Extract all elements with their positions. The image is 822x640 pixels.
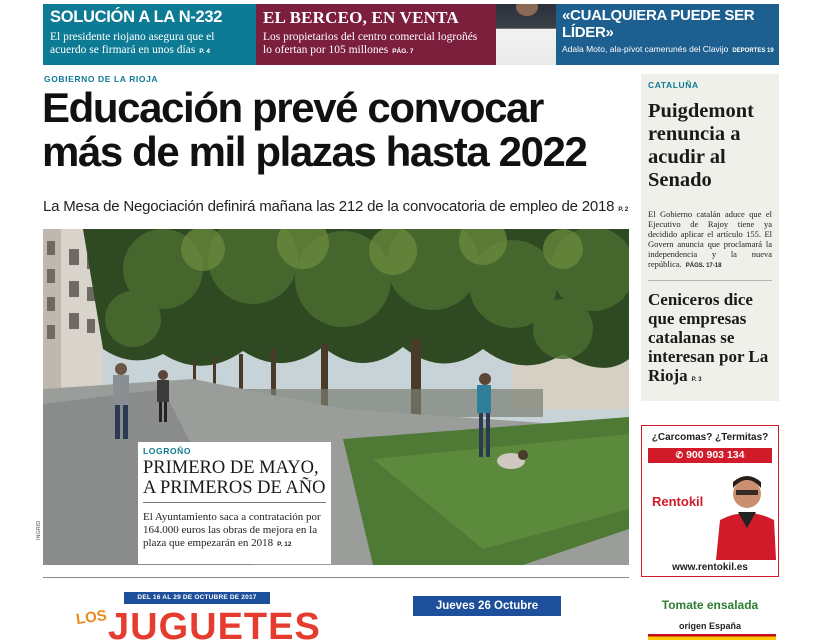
- juguetes-word: [108, 606, 321, 640]
- right-text-body: El Gobierno catalán aduce que el Ejecutivo de Rajoy tiene ya decidido aplicar el artículo 155. El Govern anuncia que proclamará la independencia y la nueva república.: [648, 209, 772, 269]
- page-ref: PÁG. 7: [392, 48, 414, 55]
- caption-text-body: El Ayuntamiento saca a contratación por 164.000 euros las obras de mejora en la plaza que empezarán en 2018: [143, 511, 321, 549]
- promo-photo: [496, 4, 556, 65]
- page-ref: PÁGS. 17-18: [685, 263, 722, 269]
- promo-text-body: El presidente riojano asegura que el acuerdo se firmará en unos días: [50, 31, 215, 56]
- ad-url[interactable]: www.rentokil.es: [672, 562, 748, 573]
- plaza-photo: [43, 229, 629, 565]
- caption-text: [143, 511, 326, 551]
- divider: [43, 577, 629, 578]
- promo-lider[interactable]: [496, 4, 779, 65]
- promo-title: EL BERCEO, EN VENTA: [263, 8, 459, 27]
- caption-section-label: LOGROÑO: [143, 446, 192, 456]
- lead-photo: [43, 229, 629, 565]
- right-headline-2[interactable]: [648, 290, 772, 390]
- date-range-badge: DEL 16 AL 29 DE OCTUBRE DE 2017: [124, 592, 270, 604]
- promo-text: [562, 43, 773, 58]
- lead-headline[interactable]: Educación prevé convocar más de mil plazas hasta 2022: [42, 84, 587, 175]
- photo-caption[interactable]: [138, 442, 331, 564]
- promo-title: «CUALQUIERA PUEDE SER LÍDER»: [562, 7, 755, 41]
- ad-phone-number: 900 903 134: [686, 449, 745, 461]
- page-ref: P. 2: [618, 206, 629, 213]
- page-ref: P. 4: [199, 48, 211, 55]
- promo-text-body: Adala Moto, ala-pívot camerunés del Clavijo: [562, 44, 729, 54]
- promo-text: [50, 31, 249, 58]
- right-headline-2-text: Ceniceros dice que empresas catalanas se interesan por La Rioja: [648, 290, 769, 385]
- promo-text: [263, 31, 489, 58]
- rentokil-ad[interactable]: [641, 425, 779, 577]
- promo-title: SOLUCIÓN A LA N-232: [50, 8, 223, 26]
- tomato-title: Tomate ensalada: [661, 598, 759, 612]
- tomato-origin: origen España: [678, 621, 741, 631]
- subhead-text: La Mesa de Negociación definirá mañana las 212 de la convocatoria de empleo de 2018: [43, 198, 615, 215]
- ad-phone: [648, 448, 772, 463]
- promo-berceo[interactable]: [256, 4, 496, 65]
- promo-n232[interactable]: [43, 4, 256, 65]
- section-label: GOBIERNO DE LA RIOJA: [44, 74, 159, 84]
- phone-icon: ✆: [675, 450, 684, 460]
- lead-subhead: [43, 198, 633, 215]
- date-badge: Jueves 26 Octubre: [413, 596, 561, 616]
- right-column: [641, 74, 779, 401]
- spain-flag-icon: [648, 634, 776, 640]
- right-headline[interactable]: Puigdemont renuncia a acudir al Senado: [648, 100, 754, 191]
- juguetes-text: JUGUETES: [108, 606, 321, 640]
- caption-title: PRIMERO DE MAYO, A PRIMEROS DE AÑO: [143, 458, 326, 498]
- juguetes-los: LOS: [74, 606, 108, 629]
- page-ref: DEPORTES 19: [732, 48, 774, 54]
- ad-question: ¿Carcomas? ¿Termitas?: [651, 432, 769, 443]
- caption-divider: [143, 502, 326, 503]
- divider: [648, 280, 772, 281]
- right-text: [648, 209, 772, 271]
- section-label: CATALUÑA: [648, 80, 699, 90]
- ad-brand-logo: Rentokil: [652, 494, 704, 509]
- page-ref: P. 12: [277, 541, 292, 548]
- page-ref: P. 3: [691, 377, 702, 383]
- ad-person-photo: [714, 468, 776, 560]
- photo-credit: INGRID: [36, 520, 42, 540]
- promo-text-body: Los propietarios del centro comercial logroñés lo ofertan por 105 millones: [263, 31, 478, 56]
